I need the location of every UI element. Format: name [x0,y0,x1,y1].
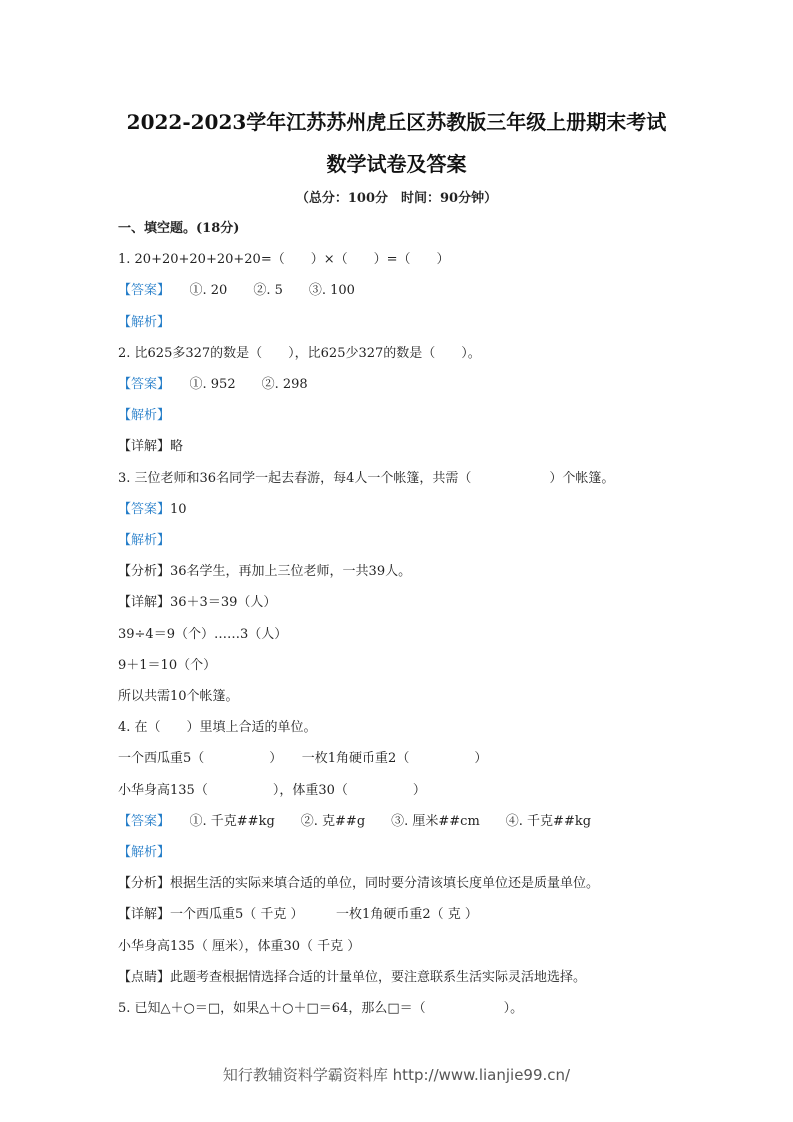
doc-title-line2: 数学试卷及答案 [326,152,467,176]
line-text: 36名学生，再加上三位老师，一共39人。 [170,564,412,579]
content-line [118,282,355,300]
line-text: ①. 952 ②. 298 [163,377,308,392]
line-text: 5. 已知△＋○＝□，如果△＋○＋□＝64，那么□＝（ ）。 [118,1001,524,1016]
line-text: 39÷4＝9（个）……3（人） [118,627,288,642]
line-tag: 【答案】 [118,283,164,298]
content-line [118,251,450,269]
line-text: 4. 在（ ）里填上合适的单位。 [118,720,317,735]
content-line [118,657,216,675]
line-text: 小华身高135（ 厘米），体重30（ 千克 ） [118,939,361,954]
line-text: 所以共需10个帐篷。 [118,689,239,704]
line-text: 3. 三位老师和36名同学一起去春游，每4人一个帐篷，共需（ ）个帐篷。 [118,471,615,486]
line-text: 36＋3＝39（人） [170,595,277,610]
content-line [118,470,614,488]
content-line [118,345,481,363]
content-line [118,813,591,831]
content-line [118,376,308,394]
footer-watermark: 知行教辅资料学霸资料库 http://www.lianjie99.cn/ [222,1066,571,1084]
content-line [118,938,360,956]
line-tag: 【答案】 [118,814,164,829]
line-text: 2. 比625多327的数是（ ），比625少327的数是（ ）。 [118,346,481,361]
line-tag: 【解析】 [118,315,171,330]
line-tag: 【分析】 [118,564,171,579]
line-tag: 【详解】 [118,595,171,610]
line-tag: 【解析】 [118,845,171,860]
line-tag: 【解析】 [118,408,171,423]
line-tag: 【解析】 [118,533,171,548]
line-text: 一个西瓜重5（ 千克 ） 一枚1角硬币重2（ 克 ） [170,907,478,922]
content-line [118,969,586,987]
line-text: 略 [170,439,184,454]
content-line [118,875,599,893]
content-line [118,532,170,550]
line-text: 9＋1＝10（个） [118,658,217,673]
line-text: ①. 千克##kg ②. 克##g ③. 厘米##cm ④. 千克##kg [163,814,592,829]
line-text: ①. 20 ②. 5 ③. 100 [163,283,355,298]
content-line [118,220,239,238]
line-text: 小华身高135（ ），体重30（ ） [118,783,426,798]
line-text: 10 [170,502,187,517]
content-line [118,1000,523,1018]
line-text: 根据生活的实际来填合适的单位，同时要分清该填长度单位还是质量单位。 [170,876,600,891]
line-tag: 【分析】 [118,876,171,891]
line-text: 1. 20+20+20+20+20=（ ）×（ ）=（ ） [118,252,450,267]
content-line [118,407,170,425]
line-tag: 【详解】 [118,439,171,454]
content-line [118,626,287,644]
content-line [118,438,183,456]
content-line [118,750,487,768]
content-line [118,719,317,737]
line-tag: 【详解】 [118,907,171,922]
content-line [118,594,276,612]
content-line [118,314,170,332]
line-tag: 【答案】 [118,502,171,517]
doc-subtitle: （总分：100分 时间：90分钟） [295,191,498,206]
content-line [118,906,478,924]
line-text: 此题考查根据情选择合适的计量单位，要注意联系生活实际灵活地选择。 [170,970,587,985]
content-line [118,844,170,862]
line-text: 一、填空题。(18分) [118,221,240,236]
content-line [118,501,187,519]
content-line [118,782,426,800]
doc-title-line1: 2022-2023学年江苏苏州虎丘区苏教版三年级上册期末考试 [126,110,667,134]
line-text: 一个西瓜重5（ ） 一枚1角硬币重2（ ） [118,751,488,766]
line-tag: 【点睛】 [118,970,171,985]
content-line [118,688,239,706]
content-line [118,563,411,581]
line-tag: 【答案】 [118,377,164,392]
